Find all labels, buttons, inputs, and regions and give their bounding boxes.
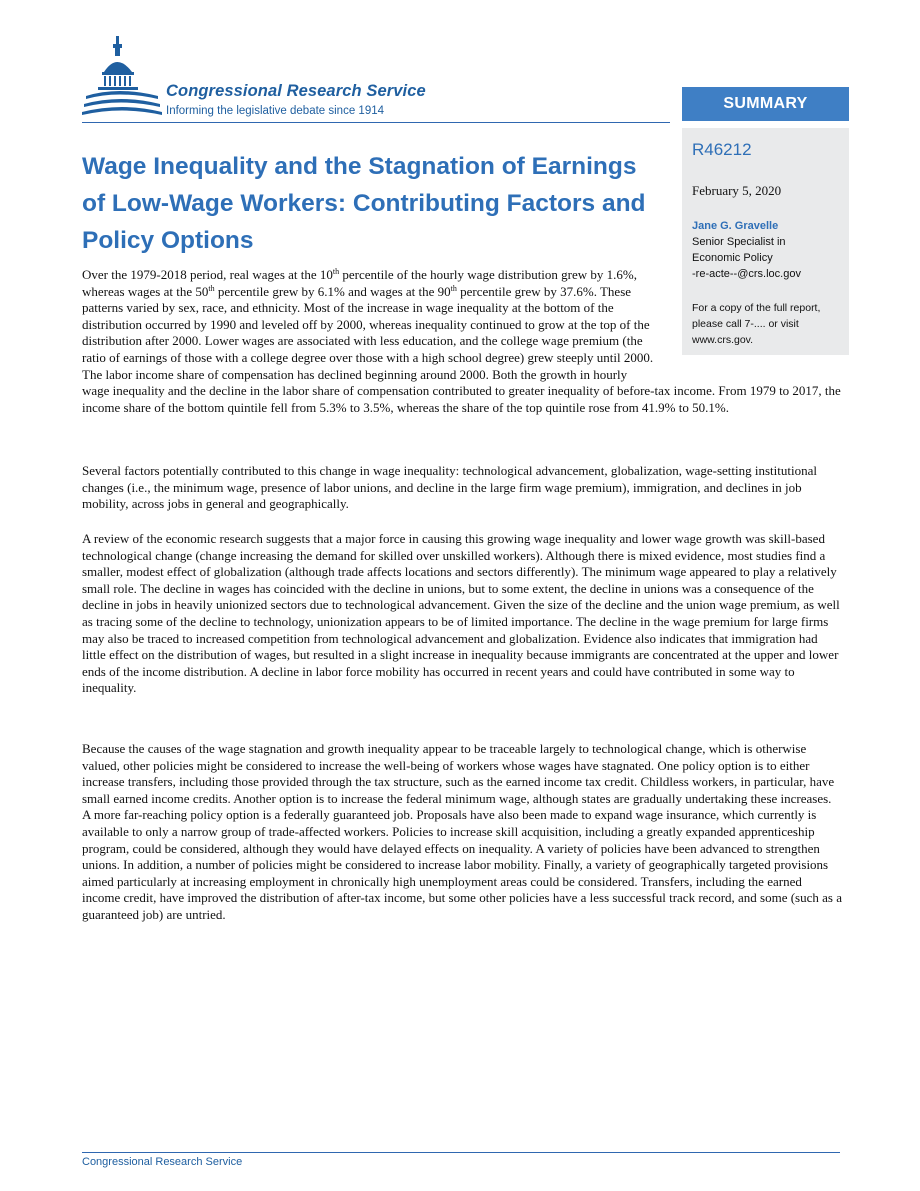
capitol-dome-icon (82, 34, 162, 124)
author-title-line1: Senior Specialist in (692, 236, 786, 248)
summary-tab: SUMMARY (682, 87, 849, 121)
superscript-th-2: th (208, 283, 215, 293)
paragraph-2: Several factors potentially contributed to this change in wage inequality: technological advancement, globalization, wage-setting institutional changes (i.e., the minimum wage, presence of labor unions, and decline in the large firm wage premium), immigration, and declines in job mobility, across jobs in general and geographically. (82, 463, 818, 512)
crs-logo (82, 34, 482, 124)
report-id: R46212 (692, 140, 752, 159)
paragraph-1-part-c: percentile grew by 6.1% and wages at the 90 (214, 283, 451, 299)
paragraph-1-part-d: percentile grew by 37.6%. These patterns varied by sex, race, and ethnicity. Most of the increase in wage inequality at the bottom of the distribution occurred by 1990 and leveled off by 2000, whereas inequality continued to grow at the top of the distribution after 2000. Lower wages are associated with less education, and the college wage premium (the ratio of earnings of those with a college degree over those with a high school degree) grew steeply until 2000. The labor income share of compensation has declined beginning around 2000. Both the growth in hourly wage inequality and the decline in the labor share of compensation contributed to greater inequality of before-tax income. From 1979 to 2017, the income share of the bottom quintile fell from 5.3% to 3.5%, whereas the share of the top quintile rose from 41.9% to 50.1%. (82, 283, 841, 415)
superscript-th-3: th (450, 283, 457, 293)
footer-org-name: Congressional Research Service (82, 1156, 243, 1168)
author-title-line2: Economic Policy (692, 252, 773, 264)
paragraph-3: A review of the economic research suggests that a major force in causing this growing wage inequality and lower wage growth was skill-based technological change (change increasing the demand for skilled over unskilled workers). Although there is mixed evidence, most studies find a smaller, modest effect of globalization (although trade affects locations and sectors differently). The minimum wage appeared to play a relatively small role. The decline in wages has coincided with the decline in unions, but to some extent, the decline in unions was a consequence of the decline in jobs in heavily unionized sectors due to technological advancement. Given the size of the decline and the union wage premium, as well as tracing some of the decline to technology, unionization appears to be of limited importance. The decline in the wage premium for large firms may also be traced to increased competition from technological advancement and globalization. Evidence also indicates that immigration had little effect on the distribution of wages, but resulted in a slight increase in inequality because immigrants are concentrated at the upper and lower ends of the income distribution. A decline in labor force mobility has occurred in recent years and could have contributed in some way to inequality. (82, 531, 840, 696)
paragraph-1-part-b: percentile of the hourly wage distribution grew by 1.6%, whereas wages at the 50 (82, 267, 637, 299)
sidebar-wrap-spacer (654, 267, 842, 376)
page-title: Wage Inequality and the Stagnation of Earnings of Low-Wage Workers: Contributing Factors and Policy Options (82, 153, 646, 254)
paragraph-1 (82, 267, 842, 416)
paragraph-1-part-a: Over the 1979-2018 period, real wages at the 10 (82, 267, 333, 282)
paragraph-4: Because the causes of the wage stagnation and growth inequality appear to be traceable largely to technological change, which is otherwise valued, other policies might be considered to increase the well-being of workers whose wages have stagnated. One policy option is to either increase transfers, including those provided through the tax structure, such as the earned income tax credit. Childless workers, in particular, have small earned income credits. Another option is to increase the federal minimum wage, although states are gradually undertaking these increases. A more far-reaching policy option is a federally guaranteed job. Proposals have also been made to expand wage insurance, which currently is available to only a narrow group of trade-affected workers. Policies to increase skill acquisition, including a greatly expanded apprenticeship program, could be considered, although they would have delayed effects on inequality. A variety of policies have been advanced to strengthen unions. In addition, a number of policies might be considered to increase labor mobility. Finally, a variety of geographically targeted provisions aimed particularly at increasing employment in chronically high unemployment areas could be considered. Transfers, including the earned income credit, have improved the distribution of after-tax income, but some other policies have a less successful track record, and some (such as a guaranteed job) are untried. (82, 741, 842, 922)
author-email: -re-acte--@crs.loc.gov (692, 268, 801, 280)
author-name: Jane G. Gravelle (692, 220, 779, 232)
header-divider (82, 122, 670, 123)
report-date: February 5, 2020 (692, 183, 782, 198)
org-name: Congressional Research Service (166, 82, 426, 100)
footer-divider (82, 1152, 840, 1153)
org-tagline: Informing the legislative debate since 1914 (166, 105, 385, 117)
copy-note: For a copy of the full report, please call 7-.... or visit www.crs.gov. (692, 302, 821, 346)
superscript-th-1: th (332, 267, 340, 276)
